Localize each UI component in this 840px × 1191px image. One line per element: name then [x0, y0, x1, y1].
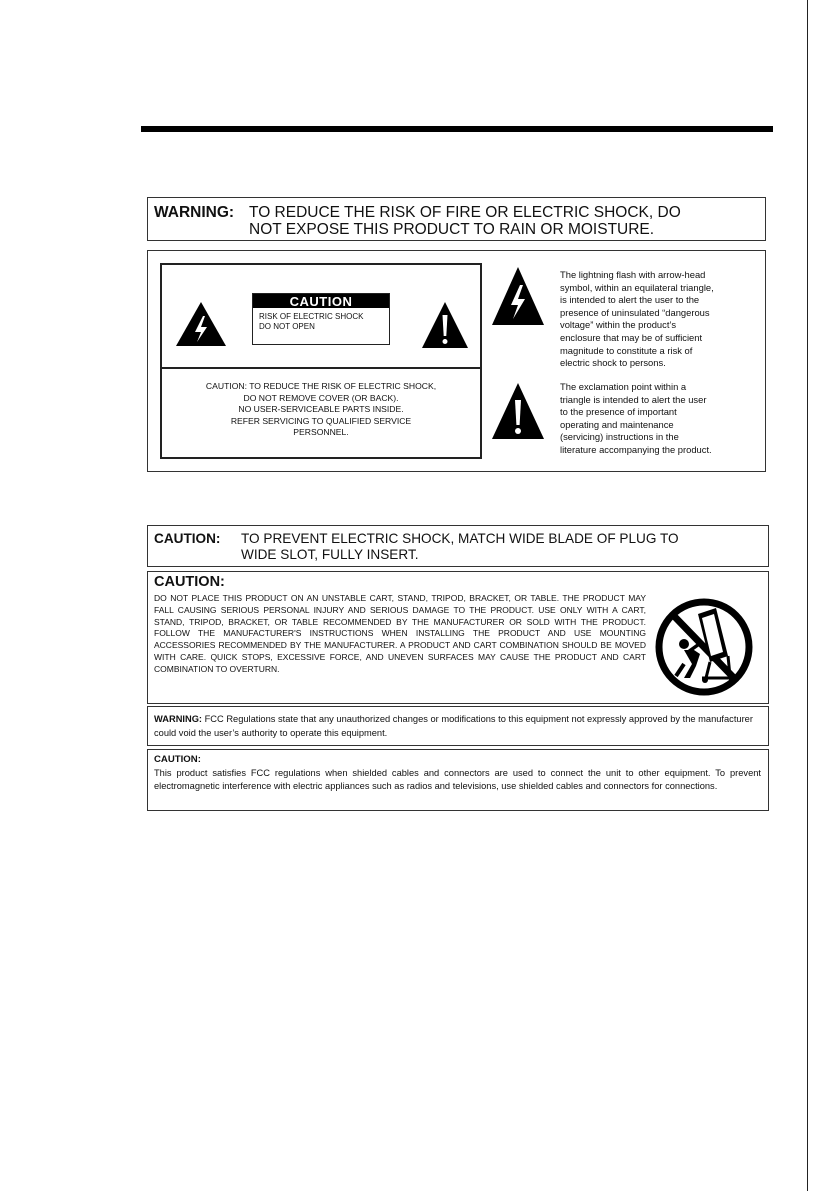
- lightning-triangle-icon: [492, 267, 544, 325]
- plug-caution-line-2: WIDE SLOT, FULLY INSERT.: [241, 547, 419, 562]
- lightning-triangle-icon: [176, 302, 226, 346]
- panel-divider: [162, 367, 480, 369]
- lightning-description: [560, 269, 762, 370]
- fcc-warning-body: FCC Regulations state that any unauthorized changes or modifications to this equipment not expressly approved by the manufacturer could void the user’s authority to operate this equipment.: [154, 714, 753, 738]
- description-line: The exclamation point within a: [560, 381, 687, 392]
- description-line: is intended to alert the user to the: [560, 294, 700, 306]
- cover-caution-line: DO NOT REMOVE COVER (OR BACK).: [243, 392, 399, 403]
- description-line: literature accompanying the product.: [560, 443, 712, 455]
- description-line: presence of uninsulated “dangerous: [560, 306, 710, 318]
- cover-caution-line: NO USER-SERVICEABLE PARTS INSIDE.: [238, 404, 404, 415]
- description-line: magnitude to constitute a risk of: [560, 344, 693, 356]
- cover-caution-line: REFER SERVICING TO QUALIFIED SERVICE: [230, 415, 412, 426]
- exclamation-triangle-icon: [422, 302, 468, 348]
- caution-label-line-1: RISK OF ELECTRIC SHOCK: [259, 312, 364, 321]
- cart-caution-body: DO NOT PLACE THIS PRODUCT ON AN UNSTABLE CART, STAND, TRIPOD, BRACKET, OR TABLE. THE PRODUCT MAY FALL CAUSING SERIOUS PERSONAL INJURY AND SERIOUS DAMAGE TO THE PRODUCT. USE ONLY WITH A CART, STAND, TRIPOD, BRACKET, OR TABLE RECOMMENDED BY THE MANUFACTURER OR SOLD WITH THE PRODUCT. FOLLOW THE MANUFACTURER'S INSTRUCTIONS WHEN INSTALLING THE PRODUCT AND USE MOUNTING ACCESSORIES RECOMMENDED BY THE MANUFACTURER. A PRODUCT AND CART COMBINATION SHOULD BE MOVED WITH CARE. QUICK STOPS, EXCESSIVE FORCE, AND UNEVEN SURFACES MAY CAUSE THE PRODUCT AND CART COMBINATION TO OVERTURN.: [154, 593, 646, 674]
- warning-line-2: NOT EXPOSE THIS PRODUCT TO RAIN OR MOISTURE.: [249, 221, 655, 238]
- cart-caution-box: [147, 571, 769, 704]
- caution-label: [252, 293, 390, 345]
- caution-panel: [160, 263, 482, 459]
- cart-tip-over-icon: [654, 598, 754, 696]
- plug-caution-line-1: TO PREVENT ELECTRIC SHOCK, MATCH WIDE BLADE OF PLUG TO: [241, 531, 679, 546]
- description-line: to the presence of important: [560, 406, 677, 418]
- caution-label-title: CAUTION: [253, 294, 389, 308]
- cart-caution-title: CAUTION:: [154, 574, 225, 590]
- cover-caution-text: [162, 381, 480, 439]
- description-line: enclosure that may be of sufficient: [560, 331, 703, 343]
- symbol-explanation-box: [147, 250, 766, 472]
- exclamation-description: [560, 381, 762, 457]
- description-line: triangle is intended to alert the user: [560, 393, 707, 405]
- cover-caution-line: PERSONNEL.: [293, 427, 349, 438]
- plug-caution-label: CAUTION:: [154, 531, 221, 546]
- shielded-cable-caution-box: [147, 749, 769, 811]
- plug-caution-box: [147, 525, 769, 567]
- caution-label-line-2: DO NOT OPEN: [259, 322, 315, 331]
- warning-line-1: TO REDUCE THE RISK OF FIRE OR ELECTRIC SHOCK, DO: [249, 204, 681, 221]
- shield-caution-title: CAUTION:: [154, 754, 201, 765]
- cover-caution-line: CAUTION: TO REDUCE THE RISK OF ELECTRIC SHOCK,: [205, 381, 437, 391]
- fcc-warning-label: WARNING:: [154, 714, 203, 724]
- fcc-warning-box: [147, 706, 769, 746]
- header-rule: [141, 126, 773, 132]
- description-line: The lightning flash with arrow-head: [560, 269, 706, 280]
- description-line: voltage” within the product’s: [560, 319, 677, 331]
- exclamation-triangle-icon: [492, 383, 544, 439]
- description-line: electric shock to persons.: [560, 357, 666, 369]
- description-line: (servicing) instructions in the: [560, 431, 679, 443]
- warning-rain-box: [147, 197, 766, 241]
- warning-label: WARNING:: [154, 204, 235, 221]
- description-line: operating and maintenance: [560, 418, 674, 430]
- description-line: symbol, within an equilateral triangle,: [560, 281, 714, 293]
- fcc-warning-text: [154, 713, 762, 740]
- shield-caution-body: This product satisfies FCC regulations when shielded cables and connectors are used to connect the unit to other equipment. To prevent electromagnetic interference with electric appliances such as radios and televisions, use shielded cables and connectors for connections.: [154, 768, 761, 792]
